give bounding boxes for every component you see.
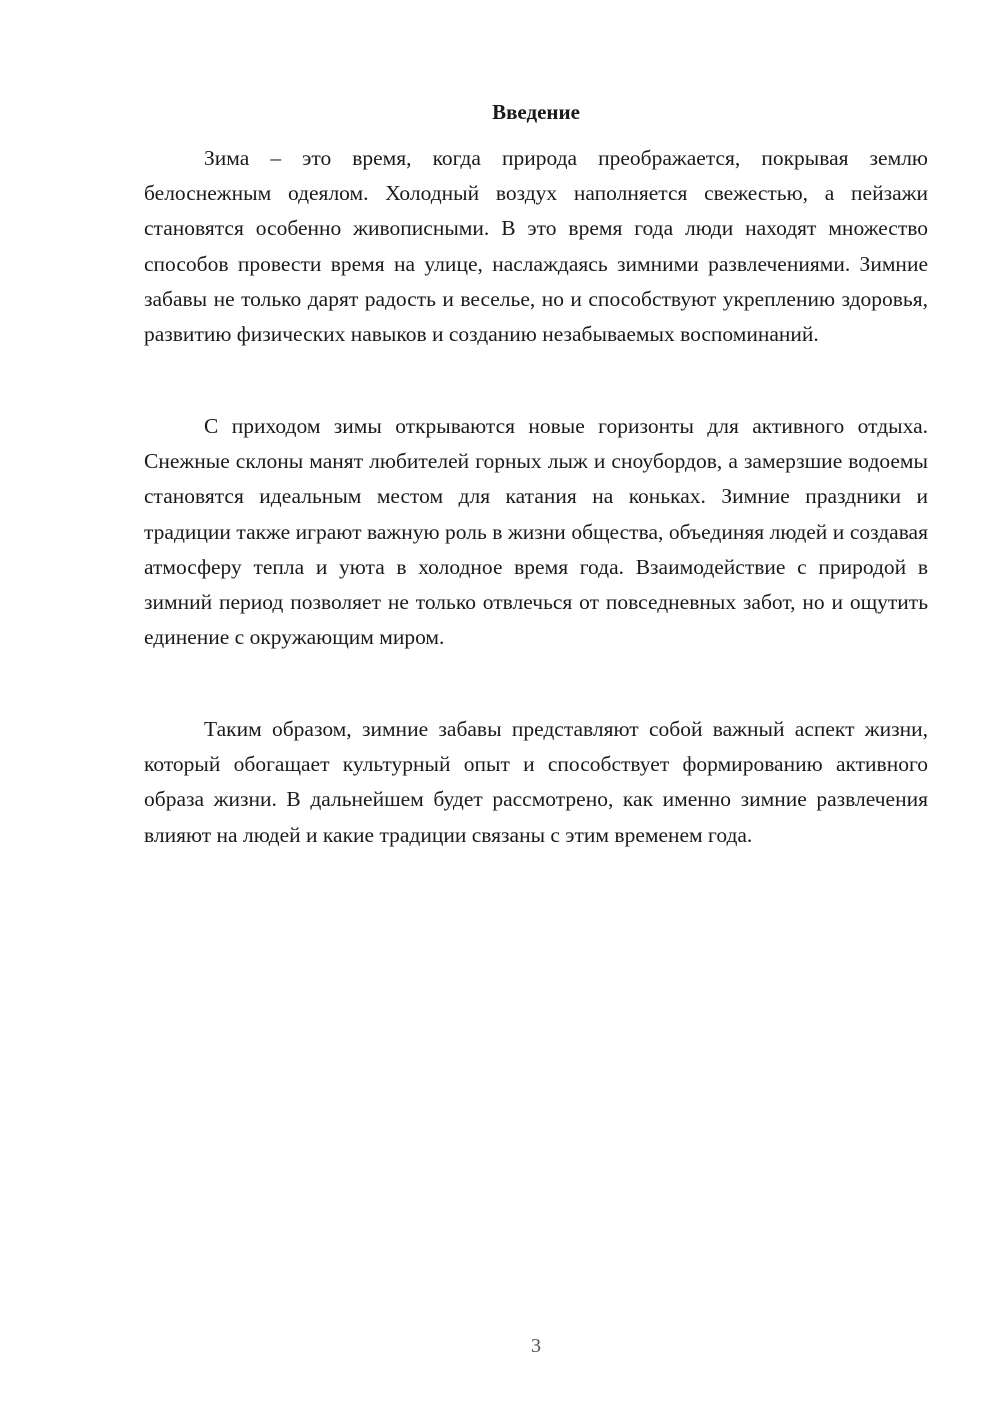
paragraph-2: С приходом зимы открываются новые горизонты для активного отдыха. Снежные склоны манят любителей горных лыж и сноубордов, а замерзшие водоемы становятся идеальным местом для катания на коньках. Зимние праздники и традиции также играют важную роль в жизни общества, объединяя людей и создавая атмосферу тепла и уюта в холодное время года. Взаимодействие с природой в зимний период позволяет не только отвлечься от повседневных забот, но и ощутить единение с окружающим миром. [144, 414, 928, 650]
paragraph-3: Таким образом, зимние забавы представляют собой важный аспект жизни, который обогащает культурный опыт и способствует формированию активного образа жизни. В дальнейшем будет рассмотрено, как именно зимние развлечения влияют на людей и какие традиции связаны с этим временем года. [144, 717, 928, 847]
section-title: Введение [492, 100, 580, 124]
paragraph-1: Зима – это время, когда природа преображается, покрывая землю белоснежным одеялом. Холодный воздух наполняется свежестью, а пейзажи становятся особенно живописными. В это время года люди находят множество способов провести время на улице, наслаждаясь зимними развлечениями. Зимние забавы не только дарят радость и веселье, но и способствуют укреплению здоровья, развитию физических навыков и созданию незабываемых воспоминаний. [144, 146, 928, 347]
page-number: 3 [531, 1335, 541, 1357]
